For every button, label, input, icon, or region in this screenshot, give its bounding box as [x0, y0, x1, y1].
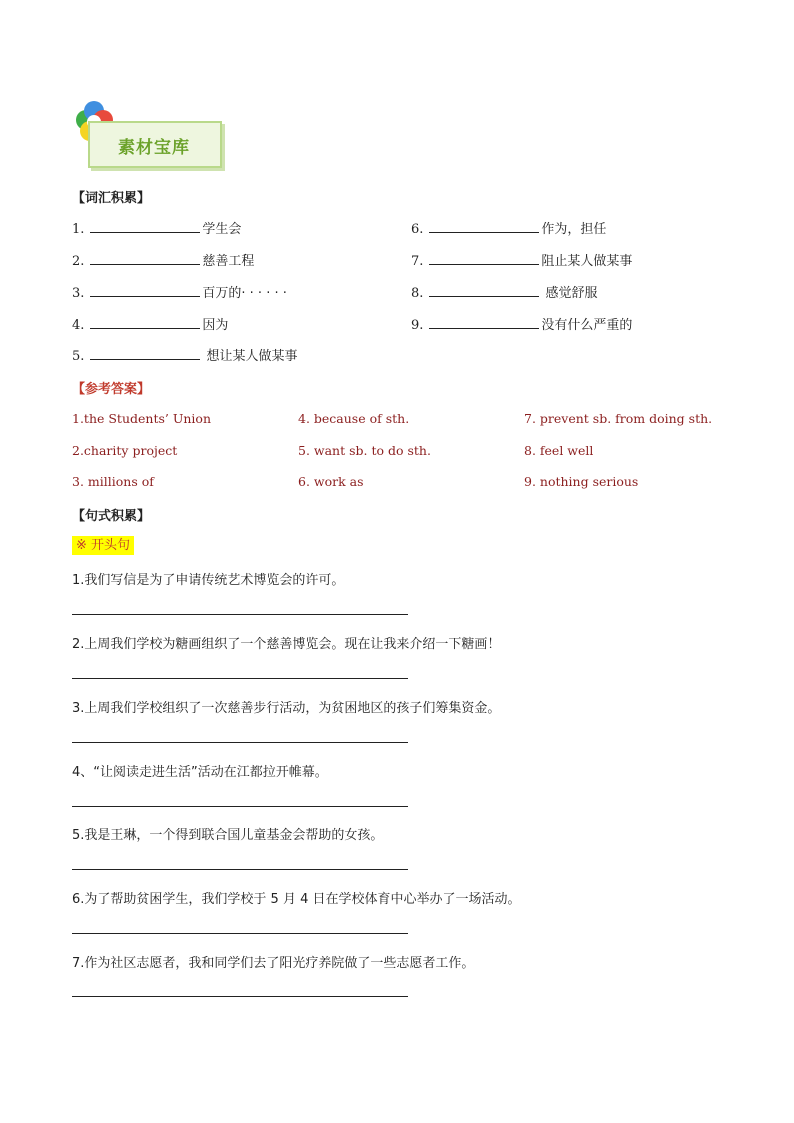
answer-line[interactable]	[72, 678, 408, 679]
vocab-meaning: 学生会	[202, 222, 242, 237]
answer-item: 9. nothing serious	[524, 474, 639, 489]
fill-blank[interactable]	[90, 316, 200, 329]
sentence-prompt: 3.上周我们学校组织了一次慈善步行活动，为贫困地区的孩子们筹集资金。	[72, 701, 501, 716]
fill-blank[interactable]	[90, 220, 200, 233]
fill-blank[interactable]	[429, 284, 539, 297]
vocab-meaning: 慈善工程	[202, 254, 255, 269]
fill-blank[interactable]	[90, 252, 200, 265]
answer-line[interactable]	[72, 869, 408, 870]
sentence-prompt: 1.我们写信是为了申请传统艺术博览会的许可。	[72, 573, 345, 588]
sentence-prompt: 2.上周我们学校为糖画组织了一个慈善博览会。现在让我来介绍一下糖画！	[72, 637, 501, 652]
vocab-item	[72, 347, 298, 365]
fill-blank[interactable]	[429, 316, 539, 329]
vocab-item	[72, 284, 287, 302]
vocab-meaning: 没有什么严重的	[541, 318, 633, 333]
vocab-number: 5.	[72, 349, 85, 364]
sentence-prompt: 6.为了帮助贫困学生，我们学校于 5 月 4 日在学校体育中心举办了一场活动。	[72, 892, 521, 907]
vocab-number: 2.	[72, 254, 85, 269]
vocab-item	[72, 252, 254, 270]
vocab-number: 4.	[72, 318, 85, 333]
fill-blank[interactable]	[429, 252, 539, 265]
answer-item: 4. because of sth.	[298, 411, 410, 426]
answer-item: 7. prevent sb. from doing sth.	[524, 411, 713, 426]
answer-item: 1.the Students’ Union	[72, 411, 212, 426]
fill-blank[interactable]	[90, 347, 200, 360]
fill-blank[interactable]	[429, 220, 539, 233]
vocab-item	[72, 316, 228, 334]
vocab-meaning: 阻止某人做某事	[541, 254, 633, 269]
vocab-number: 9.	[411, 318, 424, 333]
vocab-item	[411, 284, 598, 302]
vocab-item	[411, 316, 632, 334]
answer-line[interactable]	[72, 996, 408, 997]
answer-item: 5. want sb. to do sth.	[298, 443, 431, 458]
answer-line[interactable]	[72, 806, 408, 807]
vocab-number: 6.	[411, 222, 424, 237]
answer-item: 2.charity project	[72, 443, 178, 458]
answer-line[interactable]	[72, 933, 408, 934]
vocab-number: 8.	[411, 286, 424, 301]
fill-blank[interactable]	[90, 284, 200, 297]
sentence-prompt: 4、“让阅读走进生活”活动在江都拉开帷幕。	[72, 765, 328, 780]
answer-item: 6. work as	[298, 474, 364, 489]
vocab-meaning: 想让某人做某事	[202, 349, 298, 364]
vocab-section-title: 【词汇积累】	[72, 191, 151, 206]
answer-item: 3. millions of	[72, 474, 154, 489]
answer-line[interactable]	[72, 614, 408, 615]
answer-item: 8. feel well	[524, 443, 594, 458]
vocab-meaning: 作为，担任	[541, 222, 607, 237]
sentence-section-title: 【句式积累】	[72, 509, 151, 524]
vocab-meaning: 感觉舒服	[541, 286, 598, 301]
vocab-meaning: 百万的· · · · · ·	[202, 286, 287, 301]
sentence-prompt: 5.我是王琳，一个得到联合国儿童基金会帮助的女孩。	[72, 828, 384, 843]
answer-section-title: 【参考答案】	[72, 382, 151, 397]
opening-sentence-tag: ※ 开头句	[72, 536, 134, 555]
sentence-prompt: 7.作为社区志愿者，我和同学们去了阳光疗养院做了一些志愿者工作。	[72, 956, 475, 971]
vocab-meaning: 因为	[202, 318, 229, 333]
vocab-item	[411, 252, 632, 270]
answer-line[interactable]	[72, 742, 408, 743]
section-badge-label: 素材宝库	[118, 138, 190, 158]
vocab-number: 1.	[72, 222, 85, 237]
vocab-item	[72, 220, 241, 238]
vocab-item	[411, 220, 606, 238]
vocab-number: 7.	[411, 254, 424, 269]
vocab-number: 3.	[72, 286, 85, 301]
